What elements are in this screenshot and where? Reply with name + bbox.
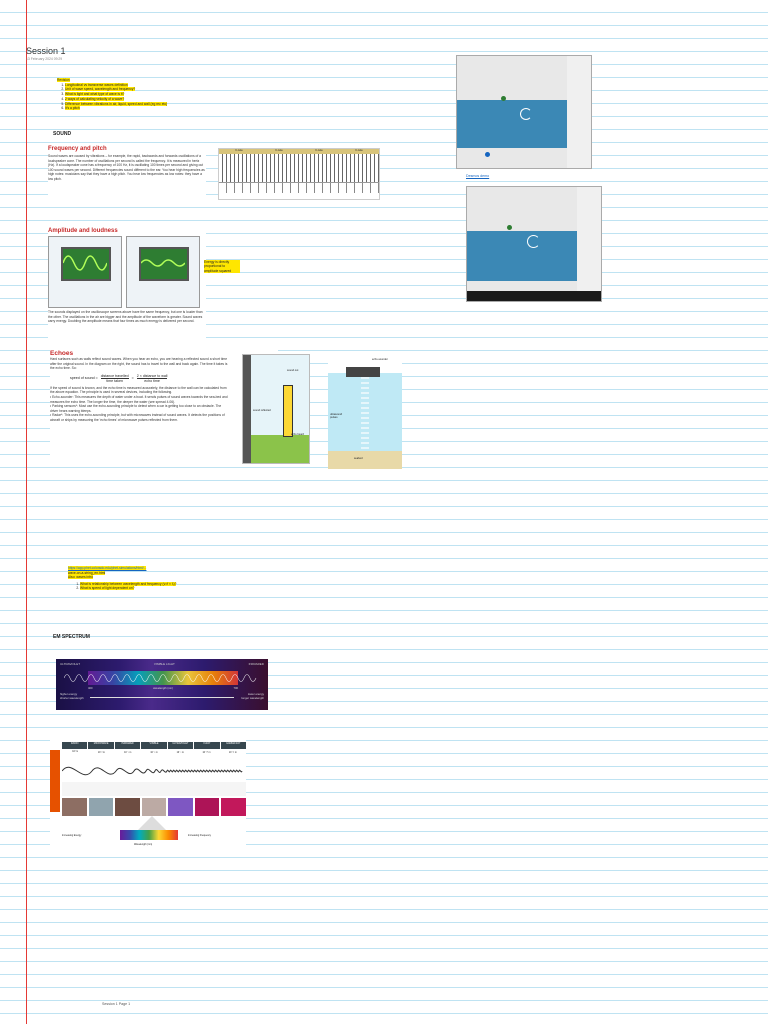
amplitude-heading: Amplitude and loudness: [48, 228, 118, 234]
oscilloscope-quiet-image: [126, 236, 200, 308]
phet-link[interactable]: https://app.phet.colorado.edu/phet-simulations/html/...: [68, 566, 147, 570]
echo-wall-image: sound out sound reflected echo heard: [242, 354, 310, 464]
frequency-block: [48, 146, 206, 206]
list-item: 3. What is light and what type of wave is it?: [65, 92, 167, 97]
sound-heading: SOUND: [53, 131, 72, 137]
list-item: 2. Unit of wave speed, wavelength and frequency?: [65, 87, 167, 92]
echoes-bullet-1: • Echo-sounder: This measures the depth of water under a boat. It sends pulses of sound waves towards the sea-bed and measures the echo time. The longer the time, the deeper the water (see spread 4.06).: [50, 394, 228, 404]
marker-dot: [507, 225, 512, 230]
margin-line: [26, 0, 27, 1024]
band-labels: RADIO MICROWAVE INFRARED VISIBLE ULTRAVIOLET X-RAY GAMMA RAY: [62, 742, 246, 749]
echo-formula: speed of sound = distance travelled time taken = 2 × distance to wall echo time: [70, 373, 168, 383]
quiet-waveform: [141, 249, 185, 277]
replay-icon[interactable]: [520, 108, 532, 120]
list-item: 1. Longitudinal vs transverse waves definition: [65, 83, 167, 88]
page-date: 13 February 2024 09:29: [26, 57, 63, 61]
wave-simulation-screenshot: [456, 55, 592, 169]
amplitude-block: [48, 228, 206, 346]
echoes-text-2: If the speed of sound is known, and the echo time is measured accurately, the distance to the wall can be calculated from the above equation. The principle is used in several devices, including the following.: [50, 385, 227, 395]
visible-spectrum-banner: ULTRAVIOLET VISIBLE LIGHT INFRARED 400 wavelength (nm) 700 higher energy shorter wavelength lower energy longer wavelength: [56, 659, 268, 710]
loud-waveform: [63, 249, 107, 277]
frequency-text: Sound waves are caused by vibrations – for example, the rapid, backwards and forwards oscillations of a loudspeaker cone. The number of oscillations per second is called the frequency. It is measured in hertz (Hz). If a loudspeaker cone has a frequency of 100 Hz, it is oscillating 100 times per second and giving out 100 sound waves per second. Different frequencies sound different to the ear. You hear high frequencies as high notes: musicians say that they have a high pitch. You hear low frequencies as low notes: they have a low pitch.: [48, 154, 205, 181]
revision-outline: [57, 78, 167, 111]
water-area: [467, 231, 577, 281]
wave-simulation-screenshot-2: [466, 186, 602, 302]
list-item: 1. What is relationship between wavelength and frequency (v=f × λ)?: [80, 582, 176, 587]
visible-color-bar: [120, 830, 178, 840]
em-wave-graphic: [62, 762, 246, 780]
size-comparison-row: [62, 782, 246, 796]
wavelength-side-tag: [50, 750, 60, 812]
control-panel: [567, 56, 591, 168]
piano-keyboard-image: C-note C-note C-note C-note: [218, 148, 380, 200]
echo-sounder-image: echo-sounder ultrasound pulses seabed: [328, 357, 402, 469]
echoes-bullet-3: • Radar*: This uses the echo-sounding principle, but with microwaves instead of sound waves. It detects the positions of aircraft or ships by measuring the 'echo times' of microwave pulses reflected from them.: [50, 413, 225, 422]
phet-links: https://app.phet.colorado.edu/phet-simulations/html/... wave-on-a-string_en.html Also: waves intro 1. What is relationship between wavelength and frequency (v=f × λ)? 2. What is speed of light dependent on?: [68, 566, 176, 591]
em-spectrum-chart: RADIO MICROWAVE INFRARED VISIBLE ULTRAVIOLET X-RAY GAMMA RAY 10³ m 10⁻² m 10⁻⁵ m 10⁻⁶ m 10⁻⁸ m 10⁻¹⁰ m 10⁻¹² m Increasing Energy Increasing Frequency Wavelength (nm): [50, 740, 246, 852]
page-footer: Session 1 Page 1: [102, 1002, 131, 1006]
echoes-bullet-2: • Parking sensors*: Most use the echo-sounding principle to detect when a car is getting too close to an obstacle. The driver hears warning bleeps.: [50, 404, 222, 413]
control-panel: [577, 187, 601, 291]
visible-wedge: [138, 816, 166, 830]
marker-dot: [501, 96, 506, 101]
oscilloscope-loud-image: [48, 236, 122, 308]
echoes-heading: Echoes: [50, 350, 74, 357]
taskbar: [467, 291, 601, 301]
questions-list: [68, 582, 176, 591]
list-item: 2. What is speed of light dependent on?: [80, 586, 176, 591]
frequency-heading: Frequency and pitch: [48, 146, 107, 152]
outline-label: Revision: [57, 78, 70, 82]
list-item: 4. 2 ways of calculating velocity of a wave?: [65, 97, 167, 102]
replay-icon[interactable]: [527, 235, 540, 248]
example-images: [62, 798, 246, 816]
list-item: 6. It's a pitch: [65, 106, 167, 111]
play-button[interactable]: [485, 152, 490, 157]
list-item: 5. Difference between vibrations in air, liquid, speed and wall (eg rec etc): [65, 102, 167, 107]
outline-list: [57, 83, 167, 111]
desmos-demo-link[interactable]: Desmos demo: [466, 174, 490, 178]
band-wavelengths: 10³ m 10⁻² m 10⁻⁵ m 10⁻⁶ m 10⁻⁸ m 10⁻¹⁰ m 10⁻¹² m: [72, 751, 237, 754]
spectrum-wave: [64, 671, 260, 685]
echoes-text: Hard surfaces such as walls reflect sound waves. When you hear an echo, you are hearing a reflected sound a short time after the original sound. In the diagram on the right, the sound has to travel to the wall and back again. The time it takes is the echo time. So:: [50, 357, 228, 371]
em-spectrum-heading: EM SPECTRUM: [53, 634, 90, 640]
amplitude-caption: The sounds displayed on the oscilloscope screens above have the same frequency, but one is louder than the other. The oscillations in the air are bigger and the amplitude of the waveform is greater. Sound waves carry energy. Doubling the amplitude means that four times as much energy is delivered per second.: [48, 310, 203, 324]
page-title: Session 1: [26, 46, 66, 56]
water-area: [457, 100, 567, 148]
amplitude-note: Energy is directly proportional to amplitude squared: [204, 260, 240, 273]
